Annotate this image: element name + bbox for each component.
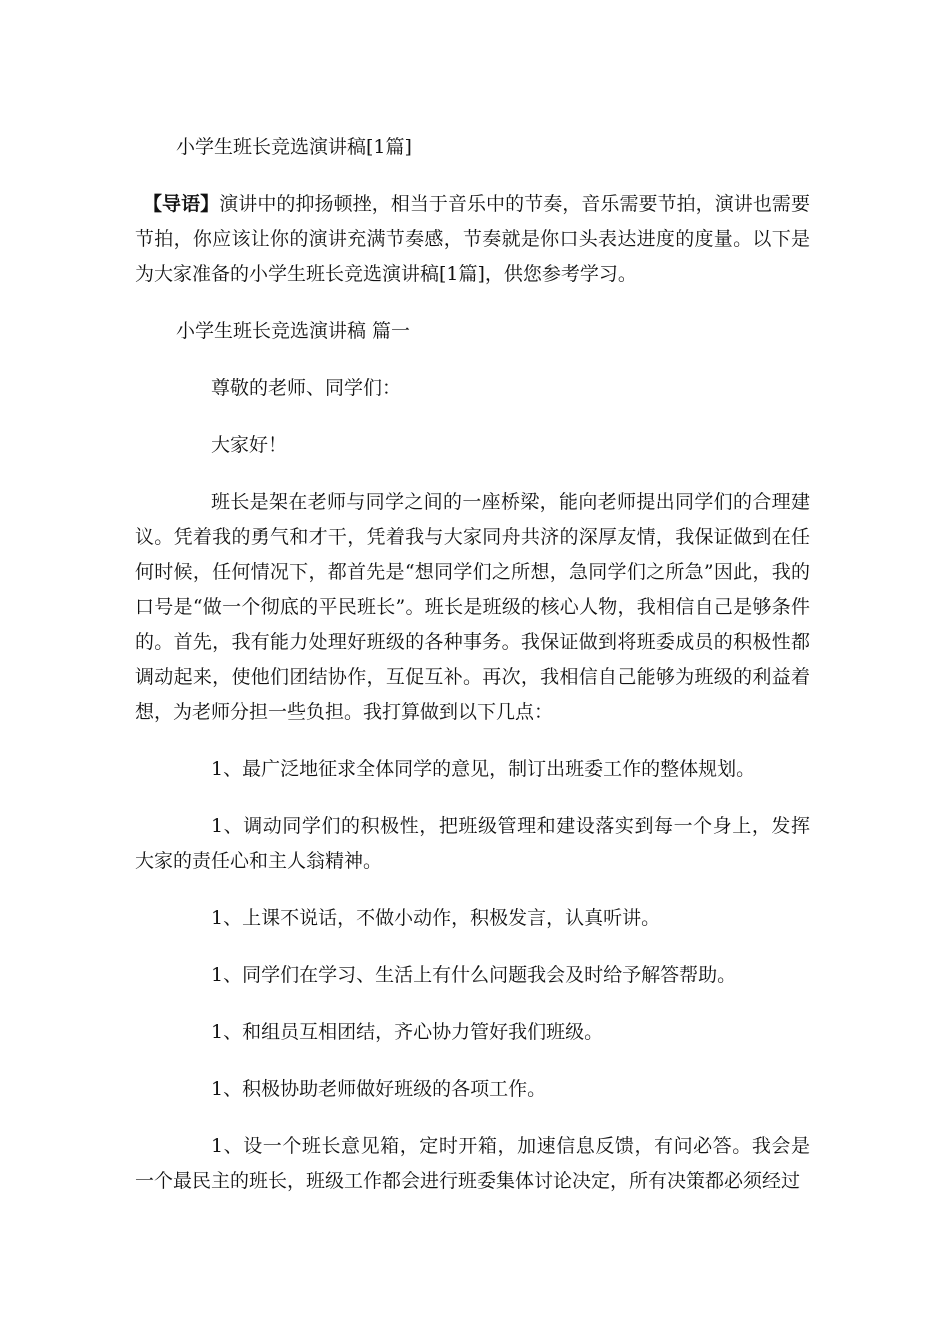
document-title: 小学生班长竞选演讲稿[1篇] — [176, 136, 412, 158]
list-item: 1、积极协助老师做好班级的各项工作。 — [211, 1078, 547, 1100]
main-paragraph: 班长是架在老师与同学之间的一座桥梁，能向老师提出同学们的合理建议。凭着我的勇气和才干，凭着我与大家同舟共济的深厚友情，我保证做到在任何时候，任何情况下，都首先是“想同学们之所想，急同学们之所急”因此，我的口号是“做一个彻底的平民班长”。班长是班级的核心人物，我相信自己是够条件的。首先，我有能力处理好班级的各种事务。我保证做到将班委成员的积极性都调动起来，使他们团结协作，互促互补。再次，我相信自己能够为班级的利益着想，为老师分担一些负担。我打算做到以下几点： — [135, 491, 810, 723]
intro-paragraph — [135, 187, 810, 292]
greeting: 大家好！ — [211, 434, 288, 456]
salutation: 尊敬的老师、同学们： — [211, 377, 402, 399]
section-title: 小学生班长竞选演讲稿 篇一 — [176, 320, 411, 342]
list-item: 1、调动同学们的积极性，把班级管理和建设落实到每一个身上，发挥大家的责任心和主人翁精神。 — [135, 815, 810, 872]
list-item: 1、最广泛地征求全体同学的意见，制订出班委工作的整体规划。 — [211, 758, 756, 780]
intro-text: 演讲中的抑扬顿挫，相当于音乐中的节奏，音乐需要节拍，演讲也需要节拍，你应该让你的演讲充满节奏感，节奏就是你口头表达进度的度量。以下是为大家准备的小学生班长竞选演讲稿[1篇]，供您参考学习。 — [135, 193, 810, 285]
list-item: 1、同学们在学习、生活上有什么问题我会及时给予解答帮助。 — [211, 964, 737, 986]
list-item: 1、上课不说话，不做小动作，积极发言，认真听讲。 — [211, 907, 661, 929]
document-body — [135, 130, 810, 1221]
list-item: 1、和组员互相团结，齐心协力管好我们班级。 — [211, 1021, 604, 1043]
list-item: 1、设一个班长意见箱，定时开箱，加速信息反馈，有问必答。我会是一个最民主的班长，班级工作都会进行班委集体讨论决定，所有决策都必须经过 — [135, 1135, 810, 1192]
intro-label: 【导语】 — [143, 193, 220, 215]
